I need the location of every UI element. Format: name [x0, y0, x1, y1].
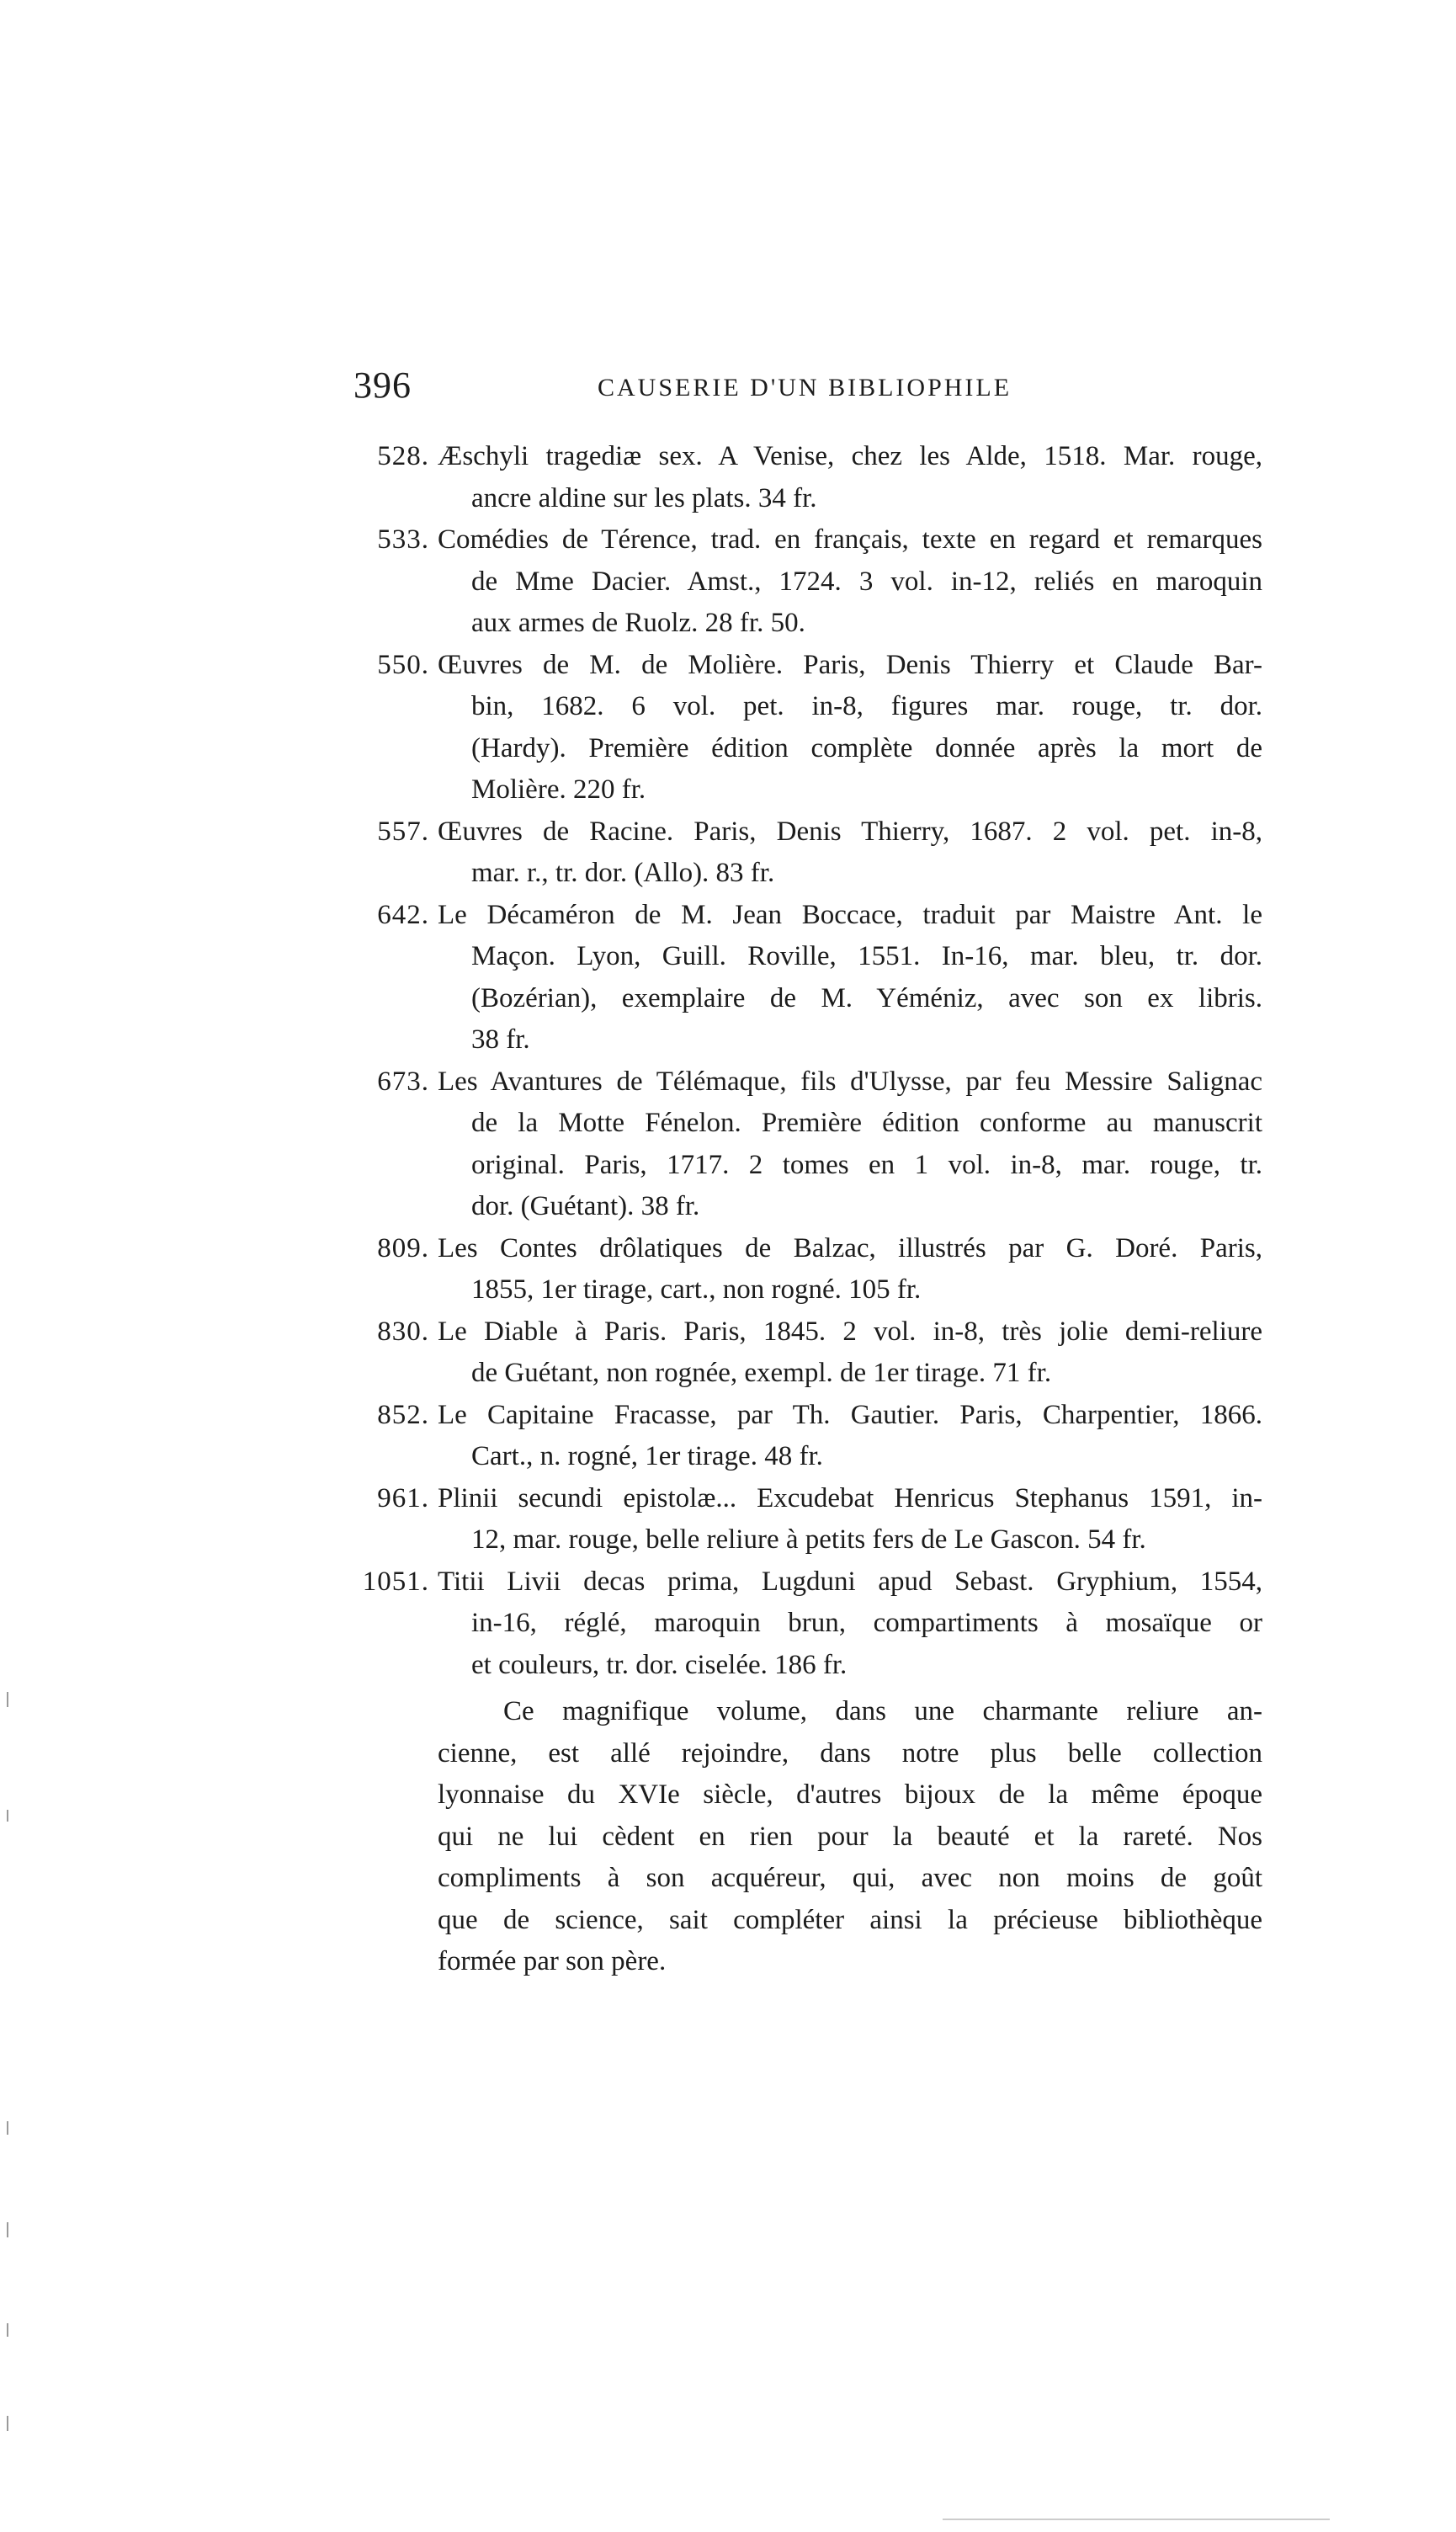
- commentary-line: que de science, sait compléter ainsi la précieuse bibliothèque: [438, 1904, 1262, 1935]
- entry-line: aux armes de Ruolz. 28 fr. 50.: [471, 608, 805, 638]
- entry-line: bin, 1682. 6 vol. pet. in-8, figures mar. rouge, tr. dor.: [471, 691, 1262, 721]
- commentary-line: Ce magnifique volume, dans une charmante reliure an-: [503, 1696, 1262, 1726]
- entry-line: mar. r., tr. dor. (Allo). 83 fr.: [471, 858, 775, 888]
- commentary-line: qui ne lui cèdent en rien pour la beauté et la rareté. Nos: [438, 1821, 1262, 1852]
- entry-line: (Bozérian), exemplaire de M. Yéméniz, avec son ex libris.: [471, 982, 1262, 1013]
- entry-number: 830.: [377, 1316, 429, 1347]
- entry-line: 1855, 1er tirage, cart., non rogné. 105 fr.: [471, 1274, 922, 1305]
- entry-line: de la Motte Fénelon. Première édition conforme au manuscrit: [471, 1108, 1262, 1138]
- entry-number: 533.: [377, 524, 429, 555]
- entry-number: 961.: [377, 1482, 429, 1513]
- scan-mark: [7, 1810, 8, 1822]
- entry-line: Œuvres de Racine. Paris, Denis Thierry, 1687. 2 vol. pet. in-8,: [438, 816, 1262, 847]
- commentary-line: formée par son père.: [438, 1946, 667, 1976]
- commentary-line: compliments à son acquéreur, qui, avec non moins de goût: [438, 1863, 1262, 1893]
- entry-number: 557.: [377, 816, 429, 847]
- page-number: 396: [353, 364, 412, 406]
- scan-mark: [7, 2416, 8, 2431]
- entry-number: 809.: [377, 1232, 429, 1263]
- scan-mark: [943, 2519, 1330, 2520]
- scan-mark: [7, 1692, 8, 1707]
- entry-line: Le Décaméron de M. Jean Boccace, traduit par Maistre Ant. le: [438, 899, 1262, 930]
- entry-line: Titii Livii decas prima, Lugduni apud Sebast. Gryphium, 1554,: [438, 1566, 1262, 1597]
- commentary-line: lyonnaise du XVIe siècle, d'autres bijoux de la même époque: [438, 1779, 1262, 1810]
- scan-mark: [7, 2222, 8, 2237]
- entry-line: in-16, réglé, maroquin brun, compartiments à mosaïque or: [471, 1608, 1262, 1638]
- entry-line: de Mme Dacier. Amst., 1724. 3 vol. in-12, reliés en maroquin: [471, 566, 1262, 597]
- commentary-line: cienne, est allé rejoindre, dans notre plus belle collection: [438, 1737, 1262, 1769]
- scan-mark: [7, 2323, 8, 2337]
- entry-line: 38 fr.: [471, 1024, 530, 1055]
- running-title: CAUSERIE D'UN BIBLIOPHILE: [598, 374, 1012, 402]
- entry-line: ancre aldine sur les plats. 34 fr.: [471, 482, 817, 513]
- catalogue-entry: [353, 645, 1262, 811]
- scan-mark: [7, 2121, 8, 2135]
- catalogue-entry: [353, 1561, 1262, 1687]
- catalogue-entry: [353, 436, 1262, 519]
- entry-line: 12, mar. rouge, belle reliure à petits fers de Le Gascon. 54 fr.: [471, 1524, 1146, 1555]
- entry-line: de Guétant, non rognée, exempl. de 1er tirage. 71 fr.: [471, 1358, 1052, 1388]
- entry-line: Cart., n. rogné, 1er tirage. 48 fr.: [471, 1441, 823, 1471]
- catalogue-entry: [353, 1228, 1262, 1311]
- entry-line: Les Contes drôlatiques de Balzac, illustrés par G. Doré. Paris,: [438, 1232, 1262, 1263]
- catalogue-entry: [353, 895, 1262, 1061]
- catalogue-entry: [353, 1311, 1262, 1395]
- entry-line: Æschyli tragediæ sex. A Venise, chez les Alde, 1518. Mar. rouge,: [438, 441, 1262, 471]
- entry-line: Le Diable à Paris. Paris, 1845. 2 vol. in-8, très jolie demi-reliure: [438, 1316, 1262, 1347]
- entry-number: 852.: [377, 1399, 429, 1430]
- entry-line: Comédies de Térence, trad. en français, texte en regard et remarques: [438, 524, 1262, 555]
- entry-line: (Hardy). Première édition complète donnée après la mort de: [471, 732, 1262, 763]
- entry-line: Œuvres de M. de Molière. Paris, Denis Thierry et Claude Bar-: [438, 649, 1262, 680]
- entry-line: Maçon. Lyon, Guill. Roville, 1551. In-16, mar. bleu, tr. dor.: [471, 941, 1262, 971]
- entry-line: Plinii secundi epistolæ... Excudebat Henricus Stephanus 1591, in-: [438, 1482, 1262, 1513]
- entry-number: 528.: [377, 441, 429, 471]
- entry-number: 1051.: [362, 1566, 429, 1597]
- entry-number: 550.: [377, 649, 429, 680]
- commentary-paragraph: [438, 1691, 1262, 1983]
- catalogue-entry: [353, 1061, 1262, 1228]
- entry-line: Les Avantures de Télémaque, fils d'Ulysse, par feu Messire Salignac: [438, 1066, 1262, 1097]
- entry-number: 642.: [377, 899, 429, 930]
- entry-line: et couleurs, tr. dor. ciselée. 186 fr.: [471, 1649, 848, 1680]
- entry-line: dor. (Guétant). 38 fr.: [471, 1191, 700, 1221]
- catalogue-entry: [353, 519, 1262, 645]
- entry-line: original. Paris, 1717. 2 tomes en 1 vol. in-8, mar. rouge, tr.: [471, 1149, 1262, 1180]
- entry-number: 673.: [377, 1066, 429, 1097]
- catalogue-entry: [353, 811, 1262, 895]
- catalogue-entry: [353, 1478, 1262, 1561]
- page-header: [353, 364, 1262, 414]
- entry-line: Le Capitaine Fracasse, par Th. Gautier. Paris, Charpentier, 1866.: [438, 1399, 1262, 1430]
- entry-line: Molière. 220 fr.: [471, 774, 646, 805]
- catalogue-entry: [353, 1395, 1262, 1478]
